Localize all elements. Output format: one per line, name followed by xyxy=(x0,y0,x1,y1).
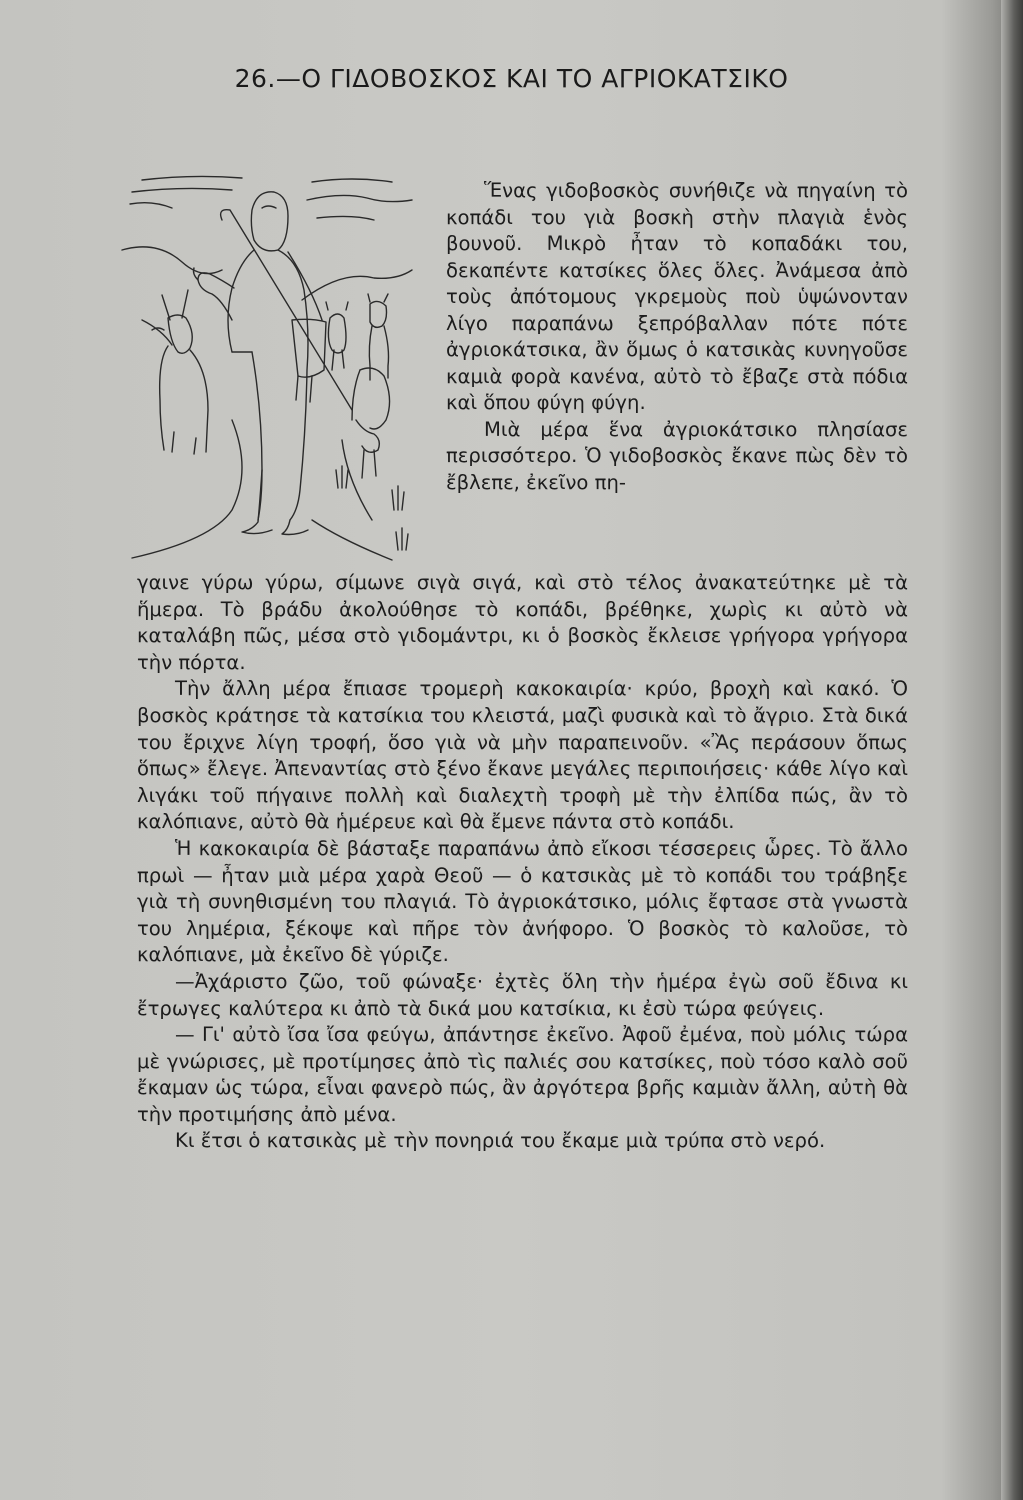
page-edge-shadow xyxy=(1001,0,1023,1500)
paragraph: Ἡ κακοκαιρία δὲ βάσταξε παραπάνω ἀπὸ εἴκοσι τέσσερεις ὧρες. Τὸ ἄλλο πρωὶ — ἦταν μιὰ μέρα χαρὰ Θεοῦ — ὁ κατσικὰς μὲ τὸ κοπάδι του τράβηξε γιὰ τὴ συνηθισμένη του πλαγιά. Τὸ ἀγριοκάτσικο, μόλις ἔφτασε στὰ γνωστὰ του λημέρια, ξέκοψε καὶ πῆρε τὸν ἀνήφορο. Ὁ βοσκὸς τὸ καλοῦσε, τὸ καλόπιανε, μὰ ἐκεῖνο δὲ γύριζε. xyxy=(137,836,908,967)
shepherd-figure xyxy=(194,192,353,535)
goatherd-illustration xyxy=(112,170,442,570)
second-paragraph-start: Μιὰ μέρα ἕνα ἀγριοκάτσικο πλησίασε περισσότερο. Ὁ γιδοβοσκὸς ἔκανε πὼς δὲν τὸ ἔβλεπε, ἐκεῖνο πη- xyxy=(446,417,908,494)
intro-column xyxy=(446,178,908,496)
body-column xyxy=(137,570,908,1155)
dialogue-paragraph: —Ἀχάριστο ζῶο, τοῦ φώναξε· ἐχτὲς ὅλη τὴν ἡμέρα ἐγὼ σοῦ ἔδινα κι ἔτρωγες καλύτερα κι ἀπὸ τὰ δικά μου κατσίκια, κι ἐσὺ τώρα φεύγεις. xyxy=(137,969,908,1020)
dialogue-paragraph: — Γι' αὐτὸ ἴσα ἴσα φεύγω, ἀπάντησε ἐκεῖνο. Ἀφοῦ ἐμένα, ποὺ μόλις τώρα μὲ γνώρισες, μὲ προτίμησες ἀπὸ τὶς παλιές σου κατσίκες, ποὺ τόσο καλὸ σοῦ ἔκαμαν ὡς τώρα, εἶναι φανερὸ πώς, ἂν ἀργότερα βρῆς καμιὰν ἄλλη, αὐτὴ θὰ τὴν προτιμήσης ἀπὸ μένα. xyxy=(137,1023,908,1126)
cloud-lines xyxy=(130,176,412,220)
paragraph-continuation: γαινε γύρω γύρω, σίμωνε σιγὰ σιγά, καὶ στὸ τέλος ἀνακατεύτηκε μὲ τὰ ἥμερα. Τὸ βράδυ ἀκολούθησε τὸ κοπάδι, βρέθηκε, χωρὶς κι αὐτὸ νὰ καταλάβη πῶς, μέσα στὸ γιδομάντρι, κι ὁ βοσκὸς ἔκλεισε γρήγορα γρήγορα τὴν πόρτα. xyxy=(137,571,908,674)
goat-right-small xyxy=(326,302,348,370)
goat-right-standing xyxy=(368,294,389,380)
closing-paragraph: Κι ἔτσι ὁ κατσικὰς μὲ τὴν πονηριά του ἔκαμε μιὰ τρύπα στὸ νερό. xyxy=(175,1129,826,1153)
story-title: 26.—Ο ΓΙΔΟΒΟΣΚΟΣ ΚΑΙ ΤΟ ΑΓΡΙΟΚΑΤΣΙΚΟ xyxy=(234,64,789,93)
grass-tufts xyxy=(336,466,408,550)
goat-left xyxy=(152,290,208,454)
paragraph: Τὴν ἄλλη μέρα ἔπιασε τρομερὴ κακοκαιρία· κρύο, βροχὴ καὶ κακό. Ὁ βοσκὸς κράτησε τὰ κατσίκια του κλειστά, μαζὶ φυσικὰ καὶ τὸ ἄγριο. Στὰ δικά του ἔριχνε λίγη τροφή, ὅσο γιὰ νὰ μὴν παραπεινοῦν. «Ἂς περάσουν ὅπως ὅπως» ἔλεγε. Ἀπεναντίας στὸ ξένο ἔκανε μεγάλες περιποιήσεις· κάθε λίγο καὶ λιγάκι τοῦ πήγαινε πολλὴ καὶ διαλεχτὴ τροφὴ μὲ τὴν ἐλπίδα πώς, ἂν τὸ καλόπιανε, αὐτὸ θὰ ἡμέρευε καὶ θὰ ἔμενε πάντα στὸ κοπάδι. xyxy=(137,677,908,834)
intro-paragraph: Ἕνας γιδοβοσκὸς συνήθιζε νὰ πηγαίνη τὸ κοπάδι του γιὰ βοσκὴ στὴν πλαγιὰ ἑνὸς βουνοῦ. Μικρὸ ἦταν τὸ κοπαδάκι του, δεκαπέντε κατσίκες ὅλες ὅλες. Ἀνάμεσα ἀπὸ τοὺς ἀπότομους γκρεμοὺς ποὺ ὑψώνονταν λίγο παραπάνω ξεπρόβαλλαν πότε πότε ἀγριοκάτσικα, ἂν ὅμως ὁ κατσικὰς κυνηγοῦσε καμιὰ φορὰ κανένα, αὐτὸ τὸ ἔβαζε στὰ πόδια καὶ ὅπου φύγη φύγη. xyxy=(446,179,908,414)
goat-right-grazing xyxy=(352,368,390,478)
